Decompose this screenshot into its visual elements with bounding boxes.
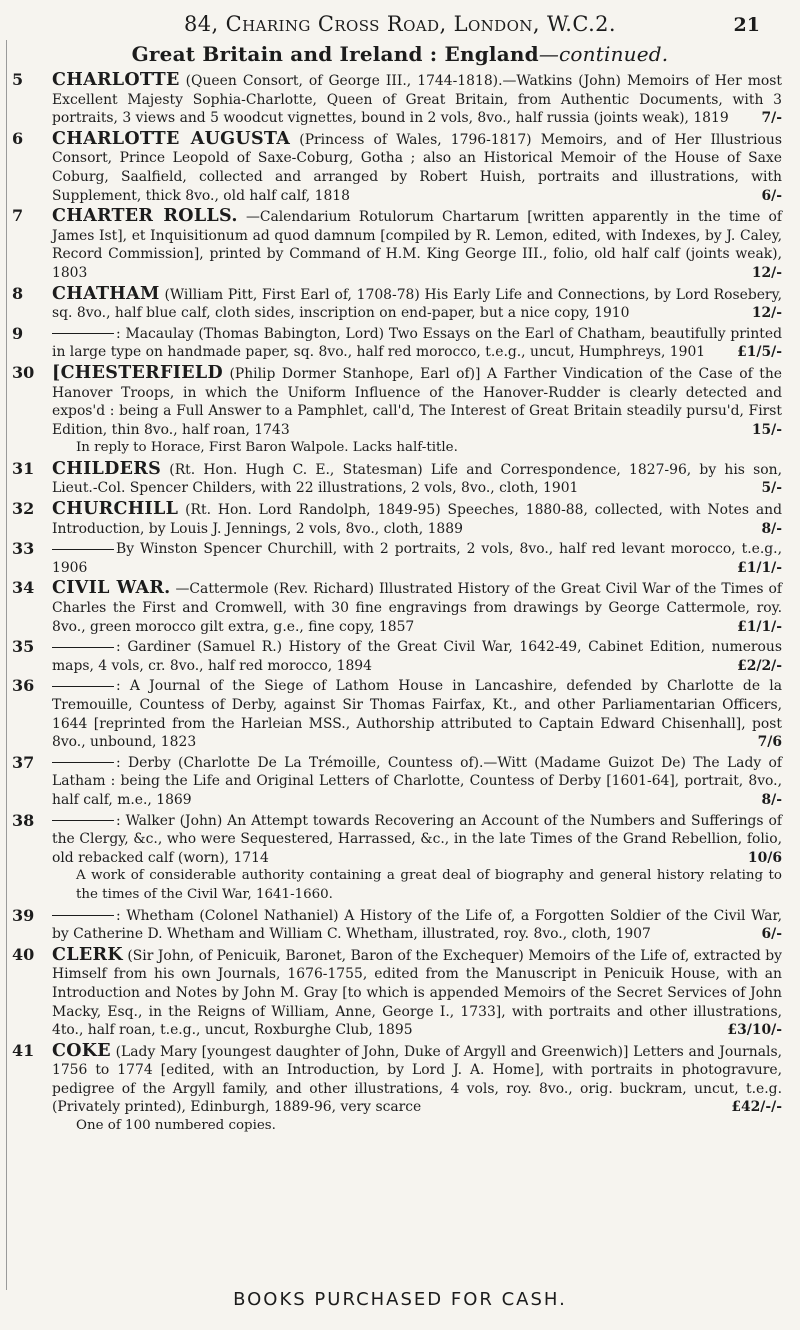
entry-number: 31	[12, 458, 35, 478]
catalogue-entry	[12, 677, 782, 751]
entry-description: (Rt. Hon. Lord Randolph, 1849-95) Speeches, 1880-88, collected, with Notes and Introduction, by Louis J. Jennings, 2 vols, 8vo., cloth, 1889	[52, 502, 782, 537]
catalogue-entry	[12, 207, 782, 282]
entry-number: 7	[12, 206, 24, 226]
entry-number: 32	[12, 499, 35, 519]
entry-number: 37	[12, 752, 35, 772]
entry-note: One of 100 numbered copies.	[76, 1118, 276, 1134]
entry-price: 8/-	[761, 791, 782, 808]
entry-price: 15/-	[751, 421, 782, 438]
entry-description: (Queen Consort, of George III., 1744-1818).—Watkins (John) Memoirs of Her most Excellent Majesty Sophia-Charlotte, Queen of Great Britain, from Authentic Documents, with 3 portraits, 3 views and 5 woodcut vignettes, bound in 2 vols, 8vo., half russia (joints weak), 1819	[52, 73, 782, 127]
entry-price: 7/6	[757, 734, 782, 751]
entry-price: 6/-	[761, 926, 782, 943]
entry-description: (Philip Dormer Stanhope, Earl of)] A Farther Vindication of the Case of the Hanover Troops, in which the Uniform Influence of the Hanover-Rudder is clearly detected and expos'd : being a Full Answer to a Pamphlet, call'd, The Interest of Great Britain steadily pursu'd, First Edition, thin 8vo., half roan, 1743	[52, 365, 782, 438]
ditto-rule	[52, 820, 114, 821]
entry-description: : Derby (Charlotte De La Trémoille, Countess of).—Witt (Madame Guizot De) The Lady of Latham : being the Life and Original Letters of Charlotte, Countess of Derby [1601-64], portrait, 8vo., half calf, m.e., 1869	[52, 754, 782, 808]
ditto-rule	[52, 686, 114, 687]
entry-price: 7/-	[761, 110, 782, 127]
catalogue-entry	[12, 285, 782, 323]
entry-price: 12/-	[751, 264, 782, 281]
entry-number: 30	[12, 362, 35, 382]
entry-price: 12/-	[751, 305, 782, 322]
section-title	[0, 42, 800, 66]
entry-number: 38	[12, 810, 35, 830]
left-margin-rule	[6, 40, 7, 1290]
entry-price: £1/1/-	[737, 559, 782, 576]
ditto-rule	[52, 549, 114, 550]
section-title-text: Great Britain and Ireland : England	[131, 42, 539, 66]
entry-number: 33	[12, 539, 35, 559]
catalogue-entry	[12, 364, 782, 458]
entry-description: (Lady Mary [youngest daughter of John, Duke of Argyll and Greenwich)] Letters and Journals, 1756 to 1774 [edited, with an Introduction, by Lord J. A. Home], with portraits in photogravure, pedigree of the Argyll family, and other illustrations, 4 vols, roy. 8vo., orig. buckram, uncut, t.e.g. (Privately printed), Edinburgh, 1889-96, very scarce	[52, 1043, 782, 1116]
entry-description: : Macaulay (Thomas Babington, Lord) Two Essays on the Earl of Chatham, beautifully printed in large type on handmade paper, sq. 8vo., half red morocco, t.e.g., uncut, Humphreys, 1901	[52, 325, 782, 361]
ditto-rule	[52, 333, 114, 334]
entry-number: 34	[12, 578, 35, 598]
page-footer: BOOKS PURCHASED FOR CASH.	[233, 1289, 567, 1310]
entry-description: : A Journal of the Siege of Lathom House in Lancashire, defended by Charlotte de la Tremouille, Countess of Derby, against Sir Thomas Fairfax, Kt., and other Parliamentarian Officers, 1644 [reprinted from the Harleian MSS., Authorship attributed to Captain Edward Chisenhall], post 8vo., unbound, 1823	[52, 678, 782, 751]
entry-heading: CHARLOTTE	[52, 70, 180, 90]
catalogue-entry	[12, 579, 782, 636]
entry-price: 5/-	[761, 480, 782, 497]
entry-number: 36	[12, 676, 35, 696]
entry-description: (Sir John, of Penicuik, Baronet, Baron of the Exchequer) Memoirs of the Life of, extracted by Himself from his own Journals, 1676-1755, edited from the Manuscript in Penicuik House, with an Introduction and Notes by John M. Gray [to which is appended Memoirs of the Secret Services of John Macky, Esq., in the Reigns of William, Anne, George I., 1733], with portraits and other illustrations, 4to., half roan, t.e.g., uncut, Roxburghe Club, 1895	[52, 947, 783, 1039]
catalogue-entry	[12, 130, 782, 205]
catalogue-entry	[12, 754, 782, 810]
catalogue-entry	[12, 946, 782, 1040]
entry-price: 10/6	[747, 849, 782, 866]
catalogue-entry	[12, 71, 782, 128]
entry-price: £2/2/-	[737, 657, 782, 674]
entry-number: 6	[12, 128, 24, 148]
entry-description: By Winston Spencer Churchill, with 2 portraits, 2 vols, 8vo., half red levant morocco, t.e.g., 1906	[52, 541, 782, 576]
entry-number: 40	[12, 944, 35, 964]
entry-description: (William Pitt, First Earl of, 1708-78) His Early Life and Connections, by Lord Rosebery, sq. 8vo., half blue calf, cloth sides, inscription on end-paper, but a nice copy, 1910	[52, 286, 782, 322]
catalogue-entry	[12, 500, 782, 538]
entry-heading: CHATHAM	[52, 283, 160, 304]
entry-description: (Princess of Wales, 1796-1817) Memoirs, and of Her Illustrious Consort, Prince Leopold of Saxe-Coburg, Gotha ; also an Historical Memoir of the House of Saxe Coburg, Saalfield, collected and arranged by Robert Huish, portraits and illustrations, with Supplement, thick 8vo., old half calf, 1818	[52, 131, 782, 204]
entry-number: 9	[12, 323, 24, 343]
section-continued: —continued.	[538, 42, 669, 66]
entry-heading: CLERK	[52, 944, 123, 965]
entry-price: £1/5/-	[737, 344, 782, 361]
catalogue-entry	[12, 540, 782, 577]
entry-price: 8/-	[761, 520, 782, 537]
entry-number: 41	[12, 1040, 35, 1060]
catalogue-entry	[12, 325, 782, 362]
ditto-rule	[52, 647, 114, 648]
entry-heading: CIVIL WAR.	[52, 578, 171, 599]
ditto-rule	[52, 915, 114, 916]
page-header	[40, 12, 760, 40]
catalogue-entry	[12, 638, 782, 675]
entry-heading: CHURCHILL	[52, 499, 179, 520]
entry-description: —Calendarium Rotulorum Chartarum [written apparently in the time of James Ist], et Inquisitionum ad quod damnum [compiled by R. Lemon, edited, with Indexes, by J. Caley, Record Commission], printed by Command of H.M. King George III., folio, old half calf (joints weak), 1803	[52, 209, 782, 281]
catalogue-entry	[12, 907, 782, 944]
catalogue-entry	[12, 812, 782, 905]
running-head: 84, Charing Cross Road, London, W.C.2.	[184, 12, 616, 36]
entry-price: £42/-/-	[731, 1099, 782, 1116]
entry-number: 5	[12, 70, 24, 89]
entry-heading: CHARLOTTE AUGUSTA	[52, 128, 291, 149]
entry-description: —Cattermole (Rev. Richard) Illustrated History of the Great Civil War of the Times of Charles the First and Cromwell, with 30 fine engravings from drawings by George Cattermole, roy. 8vo., green morocco gilt extra, g.e., fine copy, 1857	[52, 581, 783, 635]
catalogue-entry	[12, 1042, 782, 1136]
entry-number: 39	[12, 905, 35, 925]
entry-price: £3/10/-	[727, 1022, 782, 1039]
entry-description: : Gardiner (Samuel R.) History of the Great Civil War, 1642-49, Cabinet Edition, numerous maps, 4 vols, cr. 8vo., half red morocco, 1894	[52, 639, 782, 674]
entry-note: A work of considerable authority containing a great deal of biography and general history relating to the times of the Civil War, 1641-1660.	[76, 868, 782, 902]
entry-heading: COKE	[52, 1040, 111, 1061]
ditto-rule	[52, 762, 114, 763]
entry-number: 8	[12, 283, 24, 303]
catalogue-entries	[12, 71, 782, 1138]
entry-description: : Whetham (Colonel Nathaniel) A History of the Life of, a Forgotten Soldier of the Civil War, by Catherine D. Whetham and William C. Whetham, illustrated, roy. 8vo., cloth, 1907	[52, 907, 782, 943]
entry-heading: [CHESTERFIELD	[52, 362, 223, 383]
entry-description: : Walker (John) An Attempt towards Recovering an Account of the Numbers and Sufferings of the Clergy, &c., who were Sequestered, Harrassed, &c., in the late Times of the Grand Rebellion, folio, old rebacked calf (worn), 1714	[52, 812, 782, 866]
catalogue-entry	[12, 460, 782, 498]
entry-description: (Rt. Hon. Hugh C. E., Statesman) Life and Correspondence, 1827-96, by his son, Lieut.-Col. Spencer Childers, with 22 illustrations, 2 vols, 8vo., cloth, 1901	[52, 461, 782, 497]
entry-price: 6/-	[761, 187, 782, 204]
entry-price: £1/1/-	[737, 618, 782, 635]
page-number: 21	[733, 14, 760, 36]
entry-number: 35	[12, 637, 35, 657]
entry-note: In reply to Horace, First Baron Walpole. Lacks half-title.	[76, 440, 458, 456]
entry-heading: CHARTER ROLLS.	[52, 206, 238, 227]
entry-heading: CHILDERS	[52, 458, 162, 479]
